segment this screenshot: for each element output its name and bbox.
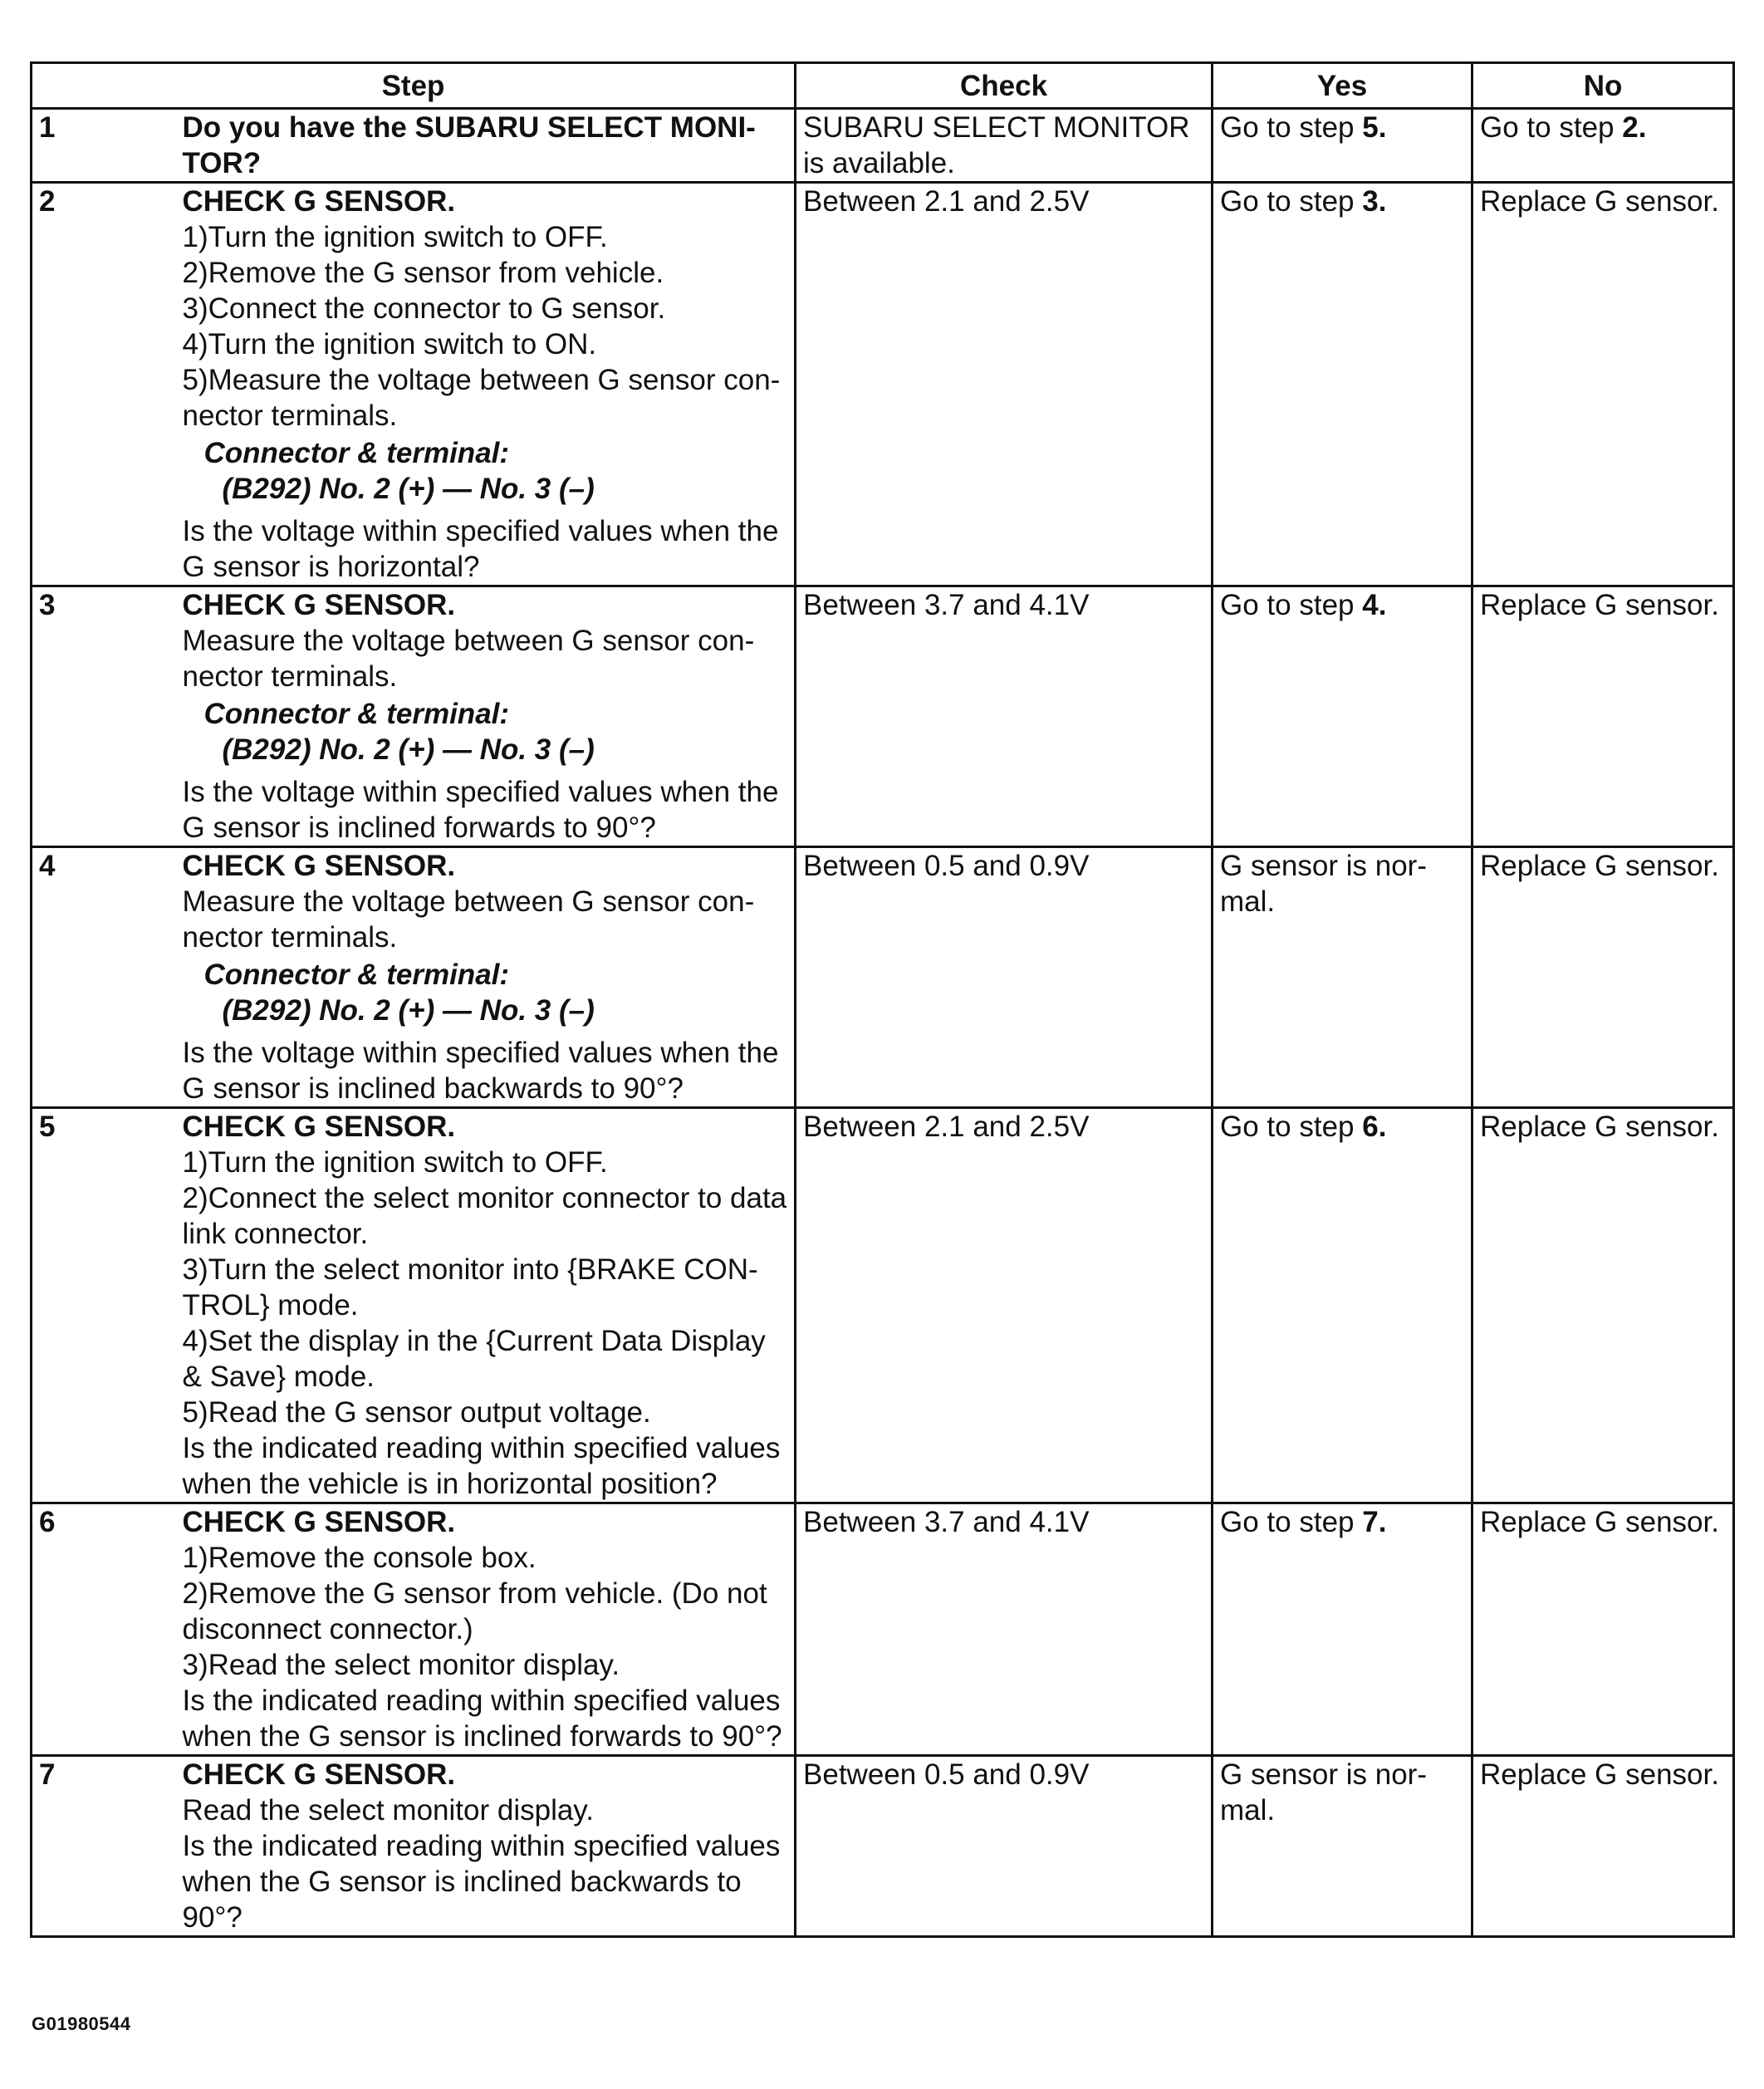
check-value: Between 0.5 and 0.9V [796, 847, 1213, 1108]
step-instructions [176, 1503, 796, 1756]
step-line: 1)Turn the ignition switch to OFF. [182, 221, 608, 253]
step-title: CHECK G SENSOR. [182, 850, 456, 882]
step-number: 7 [32, 1756, 176, 1937]
table-body [32, 109, 1734, 1937]
check-value: SUBARU SELECT MONITOR is available. [796, 109, 1213, 183]
step-title: CHECK G SENSOR. [182, 1758, 456, 1791]
step-number: 4 [32, 847, 176, 1108]
header-no: No [1472, 63, 1734, 109]
check-value: Between 3.7 and 4.1V [796, 1503, 1213, 1756]
table-row [32, 109, 1734, 183]
step-instructions [176, 586, 796, 847]
step-question: Is the voltage within specified values when the G sensor is inclined backwards to 90°? [182, 1037, 779, 1105]
step-instructions [176, 847, 796, 1108]
header-row [32, 63, 1734, 109]
table-row [32, 1108, 1734, 1503]
step-line: 4)Turn the ignition switch to ON. [182, 328, 597, 360]
step-line: Is the indicated reading within specified values when the G sensor is inclined backwards to 90°? [182, 1830, 781, 1934]
yes-action-text: G sensor is nor-mal. [1220, 1758, 1427, 1827]
yes-step-ref: 7. [1362, 1506, 1387, 1538]
check-value: Between 0.5 and 0.9V [796, 1756, 1213, 1937]
header-check: Check [796, 63, 1213, 109]
step-instructions [176, 183, 796, 586]
table-row [32, 183, 1734, 586]
step-line: 5)Read the G sensor output voltage. [182, 1396, 651, 1429]
yes-action [1213, 183, 1472, 586]
step-line: 2)Remove the G sensor from vehicle. (Do not disconnect connector.) [182, 1577, 767, 1645]
step-instructions [176, 1756, 796, 1937]
yes-action-text: Go to step [1220, 1111, 1363, 1143]
yes-action [1213, 586, 1472, 847]
no-action [1472, 183, 1734, 586]
no-step-ref: 2. [1622, 111, 1647, 144]
no-action [1472, 1756, 1734, 1937]
step-title: CHECK G SENSOR. [182, 1111, 456, 1143]
yes-step-ref: 3. [1362, 185, 1387, 218]
yes-action-text: Go to step [1220, 111, 1363, 144]
step-instructions [176, 109, 796, 183]
yes-action-text: Go to step [1220, 589, 1363, 621]
connector-label: Connector & terminal: [203, 959, 510, 991]
yes-action-text: G sensor is nor-mal. [1220, 850, 1427, 918]
header-yes: Yes [1213, 63, 1472, 109]
no-action [1472, 109, 1734, 183]
step-question: Is the voltage within specified values when the G sensor is inclined forwards to 90°? [182, 776, 779, 844]
connector-terminals: (B292) No. 2 (+) — No. 3 (–) [222, 994, 595, 1027]
step-line: Read the select monitor display. [182, 1794, 594, 1827]
step-line: Is the indicated reading within specified values when the vehicle is in horizontal position? [182, 1432, 781, 1500]
yes-action [1213, 1503, 1472, 1756]
yes-action-text: Go to step [1220, 1506, 1363, 1538]
figure-id: G01980544 [32, 2013, 131, 2034]
diagnostic-table [30, 61, 1735, 1938]
table-row [32, 847, 1734, 1108]
step-line: Measure the voltage between G sensor con-nector terminals. [182, 625, 755, 693]
no-action [1472, 1108, 1734, 1503]
step-number: 2 [32, 183, 176, 586]
step-line: 1)Remove the console box. [182, 1542, 537, 1574]
step-title: Do you have the SUBARU SELECT MONI-TOR? [182, 111, 756, 179]
no-action-text: Replace G sensor. [1480, 185, 1719, 218]
no-action [1472, 847, 1734, 1108]
step-title: CHECK G SENSOR. [182, 589, 456, 621]
yes-step-ref: 6. [1362, 1111, 1387, 1143]
step-line: Is the indicated reading within specified values when the G sensor is inclined forwards to 90°? [182, 1684, 782, 1753]
step-number: 1 [32, 109, 176, 183]
step-line: 1)Turn the ignition switch to OFF. [182, 1146, 608, 1179]
connector-terminals: (B292) No. 2 (+) — No. 3 (–) [222, 733, 595, 766]
step-number: 3 [32, 586, 176, 847]
connector-label: Connector & terminal: [203, 698, 510, 730]
no-action-text: Replace G sensor. [1480, 1111, 1719, 1143]
step-line: 2)Connect the select monitor connector to data link connector. [182, 1182, 787, 1250]
step-line: 3)Turn the select monitor into {BRAKE CON-TROL} mode. [182, 1253, 758, 1322]
table-row [32, 1503, 1734, 1756]
no-action-text: Replace G sensor. [1480, 1758, 1719, 1791]
yes-step-ref: 5. [1362, 111, 1387, 144]
check-value: Between 3.7 and 4.1V [796, 586, 1213, 847]
yes-action-text: Go to step [1220, 185, 1363, 218]
step-title: CHECK G SENSOR. [182, 1506, 456, 1538]
yes-step-ref: 4. [1362, 589, 1387, 621]
step-line: 2)Remove the G sensor from vehicle. [182, 257, 664, 289]
step-line: 4)Set the display in the {Current Data Display & Save} mode. [182, 1325, 766, 1393]
step-question: Is the voltage within specified values when the G sensor is horizontal? [182, 515, 779, 583]
table-row [32, 1756, 1734, 1937]
no-action [1472, 1503, 1734, 1756]
step-title: CHECK G SENSOR. [182, 185, 456, 218]
no-action-text: Replace G sensor. [1480, 1506, 1719, 1538]
step-line: 3)Read the select monitor display. [182, 1649, 620, 1681]
connector-terminals: (B292) No. 2 (+) — No. 3 (–) [222, 473, 595, 505]
check-value: Between 2.1 and 2.5V [796, 183, 1213, 586]
no-action-text: Go to step [1480, 111, 1623, 144]
yes-action [1213, 847, 1472, 1108]
connector-label: Connector & terminal: [203, 437, 510, 469]
step-number: 5 [32, 1108, 176, 1503]
no-action [1472, 586, 1734, 847]
step-line: 3)Connect the connector to G sensor. [182, 292, 666, 325]
check-value: Between 2.1 and 2.5V [796, 1108, 1213, 1503]
step-number: 6 [32, 1503, 176, 1756]
step-line: 5)Measure the voltage between G sensor con-nector terminals. [182, 364, 781, 432]
header-step: Step [32, 63, 796, 109]
yes-action [1213, 1756, 1472, 1937]
no-action-text: Replace G sensor. [1480, 850, 1719, 882]
table-row [32, 586, 1734, 847]
no-action-text: Replace G sensor. [1480, 589, 1719, 621]
yes-action [1213, 109, 1472, 183]
step-instructions [176, 1108, 796, 1503]
step-line: Measure the voltage between G sensor con-nector terminals. [182, 885, 755, 954]
yes-action [1213, 1108, 1472, 1503]
